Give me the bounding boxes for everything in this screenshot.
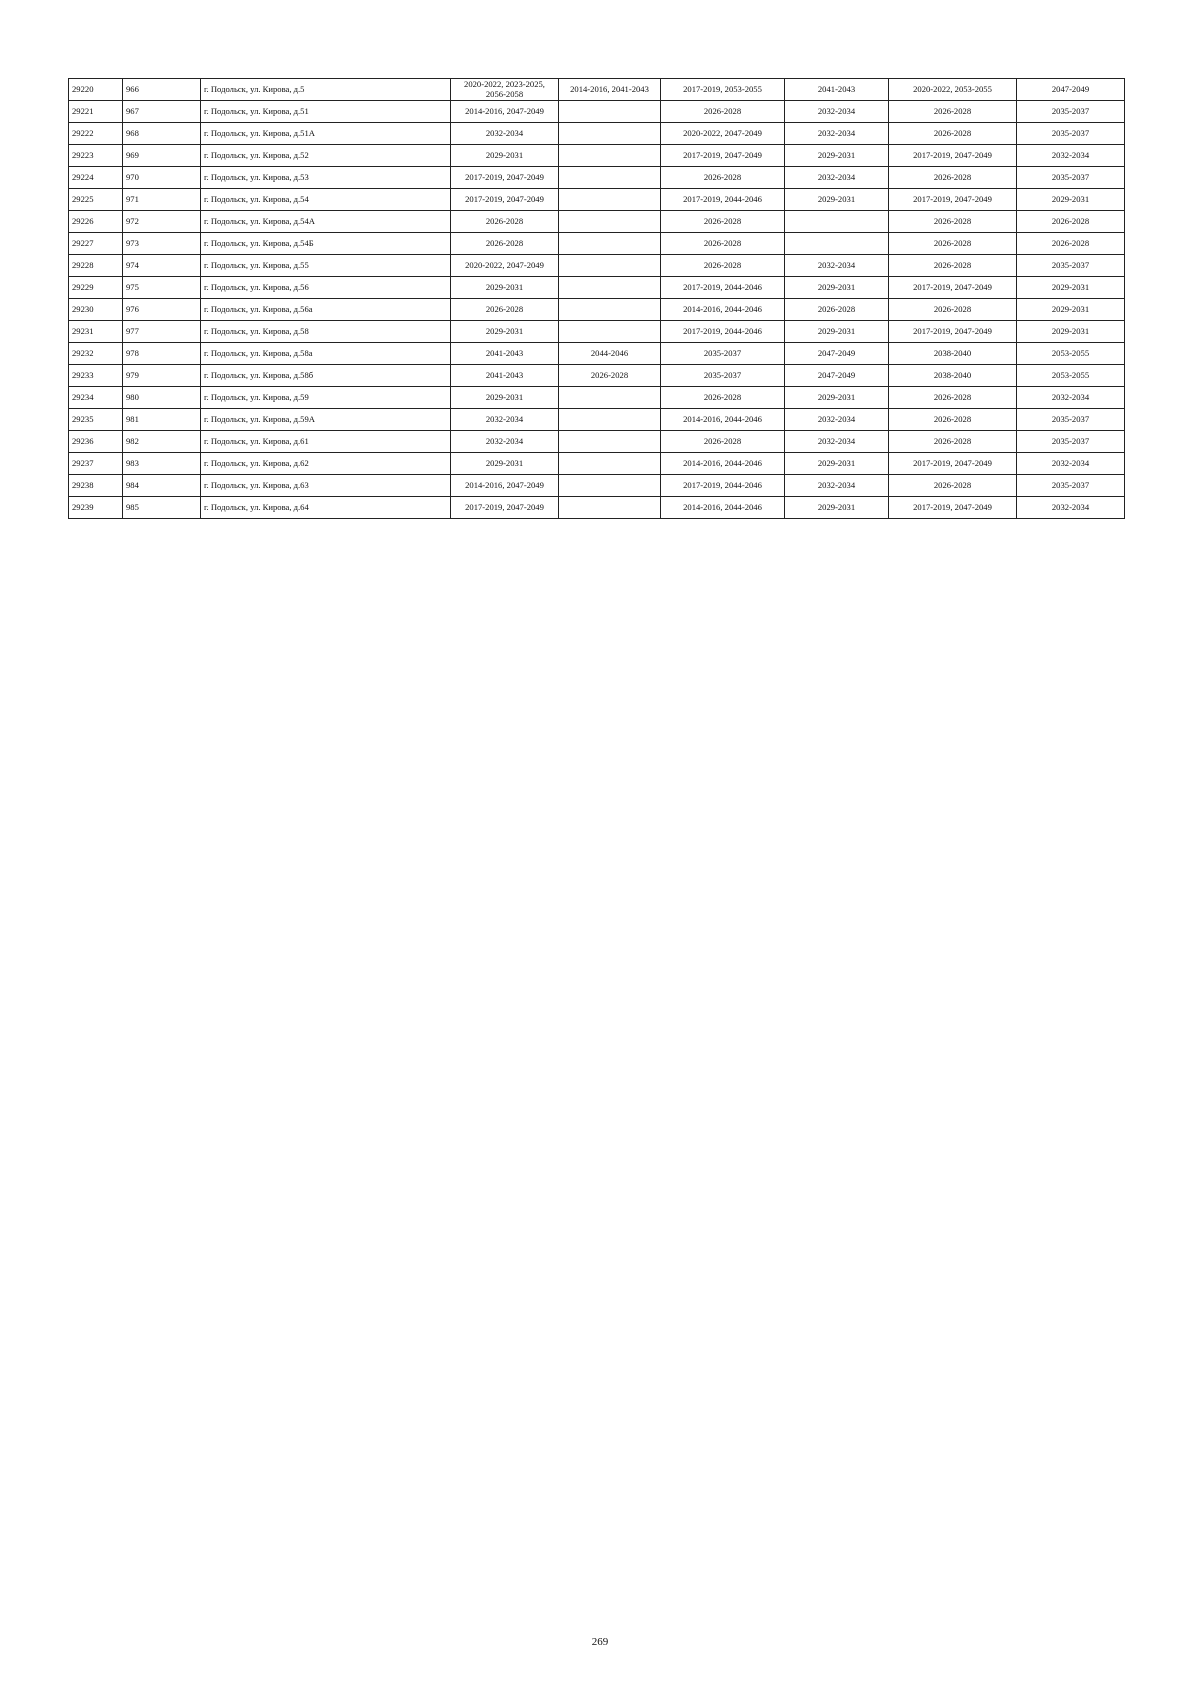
period-2-cell xyxy=(559,431,661,453)
address-cell: г. Подольск, ул. Кирова, д.59 xyxy=(201,387,451,409)
period-6-cell: 2029-2031 xyxy=(1017,277,1125,299)
period-2-cell xyxy=(559,255,661,277)
row-number-cell: 29237 xyxy=(69,453,123,475)
period-3-cell: 2026-2028 xyxy=(661,387,785,409)
address-cell: г. Подольск, ул. Кирова, д.54А xyxy=(201,211,451,233)
period-5-cell: 2017-2019, 2047-2049 xyxy=(889,453,1017,475)
table-row xyxy=(69,167,1125,189)
period-2-cell xyxy=(559,233,661,255)
table-row xyxy=(69,79,1125,101)
building-number-cell: 979 xyxy=(123,365,201,387)
period-2-cell: 2044-2046 xyxy=(559,343,661,365)
period-6-cell: 2029-2031 xyxy=(1017,299,1125,321)
period-6-cell: 2035-2037 xyxy=(1017,123,1125,145)
address-cell: г. Подольск, ул. Кирова, д.54 xyxy=(201,189,451,211)
schedule-table xyxy=(68,78,1125,519)
period-6-cell: 2032-2034 xyxy=(1017,145,1125,167)
building-number-cell: 968 xyxy=(123,123,201,145)
period-2-cell xyxy=(559,211,661,233)
building-number-cell: 978 xyxy=(123,343,201,365)
period-5-cell: 2026-2028 xyxy=(889,123,1017,145)
building-number-cell: 967 xyxy=(123,101,201,123)
period-6-cell: 2035-2037 xyxy=(1017,255,1125,277)
period-3-cell: 2026-2028 xyxy=(661,167,785,189)
period-5-cell: 2026-2028 xyxy=(889,211,1017,233)
period-6-cell: 2035-2037 xyxy=(1017,409,1125,431)
period-6-cell: 2029-2031 xyxy=(1017,189,1125,211)
table-row xyxy=(69,365,1125,387)
address-cell: г. Подольск, ул. Кирова, д.54Б xyxy=(201,233,451,255)
address-cell: г. Подольск, ул. Кирова, д.63 xyxy=(201,475,451,497)
building-number-cell: 981 xyxy=(123,409,201,431)
address-cell: г. Подольск, ул. Кирова, д.56 xyxy=(201,277,451,299)
table-row xyxy=(69,387,1125,409)
period-1-cell: 2017-2019, 2047-2049 xyxy=(451,167,559,189)
building-number-cell: 985 xyxy=(123,497,201,519)
period-4-cell: 2029-2031 xyxy=(785,321,889,343)
period-4-cell xyxy=(785,211,889,233)
period-4-cell: 2032-2034 xyxy=(785,167,889,189)
address-cell: г. Подольск, ул. Кирова, д.56а xyxy=(201,299,451,321)
period-1-cell: 2029-2031 xyxy=(451,387,559,409)
period-6-cell: 2032-2034 xyxy=(1017,387,1125,409)
period-6-cell: 2032-2034 xyxy=(1017,453,1125,475)
row-number-cell: 29239 xyxy=(69,497,123,519)
period-4-cell: 2047-2049 xyxy=(785,343,889,365)
period-5-cell: 2026-2028 xyxy=(889,233,1017,255)
period-3-cell: 2017-2019, 2044-2046 xyxy=(661,189,785,211)
period-1-cell: 2014-2016, 2047-2049 xyxy=(451,475,559,497)
building-number-cell: 974 xyxy=(123,255,201,277)
period-3-cell: 2017-2019, 2053-2055 xyxy=(661,79,785,101)
schedule-table-container xyxy=(68,78,1124,519)
page-number: 269 xyxy=(591,1636,609,1648)
table-row xyxy=(69,453,1125,475)
address-cell: г. Подольск, ул. Кирова, д.51А xyxy=(201,123,451,145)
period-6-cell: 2035-2037 xyxy=(1017,167,1125,189)
table-row xyxy=(69,409,1125,431)
period-1-cell: 2026-2028 xyxy=(451,233,559,255)
period-1-cell: 2020-2022, 2047-2049 xyxy=(451,255,559,277)
period-1-cell: 2029-2031 xyxy=(451,277,559,299)
period-2-cell xyxy=(559,387,661,409)
building-number-cell: 972 xyxy=(123,211,201,233)
period-1-cell: 2029-2031 xyxy=(451,453,559,475)
period-4-cell: 2029-2031 xyxy=(785,145,889,167)
row-number-cell: 29227 xyxy=(69,233,123,255)
period-5-cell: 2026-2028 xyxy=(889,299,1017,321)
period-4-cell: 2032-2034 xyxy=(785,255,889,277)
table-row xyxy=(69,255,1125,277)
period-4-cell: 2029-2031 xyxy=(785,497,889,519)
period-3-cell: 2026-2028 xyxy=(661,211,785,233)
address-cell: г. Подольск, ул. Кирова, д.61 xyxy=(201,431,451,453)
table-row xyxy=(69,233,1125,255)
row-number-cell: 29225 xyxy=(69,189,123,211)
row-number-cell: 29220 xyxy=(69,79,123,101)
period-2-cell xyxy=(559,475,661,497)
row-number-cell: 29221 xyxy=(69,101,123,123)
table-row xyxy=(69,277,1125,299)
period-3-cell: 2026-2028 xyxy=(661,255,785,277)
period-4-cell: 2029-2031 xyxy=(785,453,889,475)
building-number-cell: 969 xyxy=(123,145,201,167)
table-row xyxy=(69,123,1125,145)
period-3-cell: 2014-2016, 2044-2046 xyxy=(661,453,785,475)
period-4-cell: 2032-2034 xyxy=(785,409,889,431)
address-cell: г. Подольск, ул. Кирова, д.53 xyxy=(201,167,451,189)
period-3-cell: 2026-2028 xyxy=(661,101,785,123)
period-5-cell: 2038-2040 xyxy=(889,343,1017,365)
period-5-cell: 2026-2028 xyxy=(889,101,1017,123)
period-3-cell: 2035-2037 xyxy=(661,365,785,387)
address-cell: г. Подольск, ул. Кирова, д.58а xyxy=(201,343,451,365)
address-cell: г. Подольск, ул. Кирова, д.58 xyxy=(201,321,451,343)
building-number-cell: 983 xyxy=(123,453,201,475)
building-number-cell: 976 xyxy=(123,299,201,321)
table-row xyxy=(69,321,1125,343)
table-row xyxy=(69,145,1125,167)
period-2-cell xyxy=(559,123,661,145)
period-6-cell: 2032-2034 xyxy=(1017,497,1125,519)
period-2-cell xyxy=(559,277,661,299)
row-number-cell: 29235 xyxy=(69,409,123,431)
period-5-cell: 2017-2019, 2047-2049 xyxy=(889,145,1017,167)
building-number-cell: 984 xyxy=(123,475,201,497)
period-4-cell: 2029-2031 xyxy=(785,277,889,299)
period-3-cell: 2014-2016, 2044-2046 xyxy=(661,497,785,519)
period-5-cell: 2038-2040 xyxy=(889,365,1017,387)
building-number-cell: 971 xyxy=(123,189,201,211)
period-3-cell: 2026-2028 xyxy=(661,431,785,453)
period-1-cell: 2032-2034 xyxy=(451,409,559,431)
row-number-cell: 29228 xyxy=(69,255,123,277)
period-6-cell: 2047-2049 xyxy=(1017,79,1125,101)
period-5-cell: 2026-2028 xyxy=(889,431,1017,453)
period-1-cell: 2041-2043 xyxy=(451,343,559,365)
period-2-cell xyxy=(559,189,661,211)
period-4-cell: 2029-2031 xyxy=(785,189,889,211)
period-5-cell: 2026-2028 xyxy=(889,167,1017,189)
period-5-cell: 2026-2028 xyxy=(889,475,1017,497)
address-cell: г. Подольск, ул. Кирова, д.5 xyxy=(201,79,451,101)
period-4-cell: 2041-2043 xyxy=(785,79,889,101)
building-number-cell: 980 xyxy=(123,387,201,409)
address-cell: г. Подольск, ул. Кирова, д.55 xyxy=(201,255,451,277)
period-4-cell: 2026-2028 xyxy=(785,299,889,321)
period-3-cell: 2014-2016, 2044-2046 xyxy=(661,409,785,431)
period-2-cell xyxy=(559,299,661,321)
period-1-cell: 2026-2028 xyxy=(451,211,559,233)
period-4-cell xyxy=(785,233,889,255)
period-6-cell: 2029-2031 xyxy=(1017,321,1125,343)
table-row xyxy=(69,299,1125,321)
period-2-cell xyxy=(559,321,661,343)
period-1-cell: 2017-2019, 2047-2049 xyxy=(451,497,559,519)
period-3-cell: 2017-2019, 2047-2049 xyxy=(661,145,785,167)
table-row xyxy=(69,431,1125,453)
address-cell: г. Подольск, ул. Кирова, д.58б xyxy=(201,365,451,387)
building-number-cell: 966 xyxy=(123,79,201,101)
period-2-cell: 2026-2028 xyxy=(559,365,661,387)
period-1-cell: 2032-2034 xyxy=(451,123,559,145)
address-cell: г. Подольск, ул. Кирова, д.52 xyxy=(201,145,451,167)
period-5-cell: 2026-2028 xyxy=(889,409,1017,431)
row-number-cell: 29224 xyxy=(69,167,123,189)
period-3-cell: 2017-2019, 2044-2046 xyxy=(661,475,785,497)
period-1-cell: 2032-2034 xyxy=(451,431,559,453)
period-5-cell: 2026-2028 xyxy=(889,255,1017,277)
period-2-cell xyxy=(559,101,661,123)
row-number-cell: 29226 xyxy=(69,211,123,233)
address-cell: г. Подольск, ул. Кирова, д.62 xyxy=(201,453,451,475)
period-2-cell xyxy=(559,167,661,189)
period-3-cell: 2017-2019, 2044-2046 xyxy=(661,277,785,299)
period-1-cell: 2029-2031 xyxy=(451,321,559,343)
period-3-cell: 2035-2037 xyxy=(661,343,785,365)
period-2-cell xyxy=(559,453,661,475)
table-row xyxy=(69,475,1125,497)
schedule-table-body xyxy=(69,79,1125,519)
row-number-cell: 29223 xyxy=(69,145,123,167)
period-4-cell: 2032-2034 xyxy=(785,123,889,145)
period-2-cell: 2014-2016, 2041-2043 xyxy=(559,79,661,101)
building-number-cell: 973 xyxy=(123,233,201,255)
period-5-cell: 2026-2028 xyxy=(889,387,1017,409)
period-4-cell: 2047-2049 xyxy=(785,365,889,387)
period-4-cell: 2032-2034 xyxy=(785,101,889,123)
building-number-cell: 982 xyxy=(123,431,201,453)
period-6-cell: 2026-2028 xyxy=(1017,211,1125,233)
row-number-cell: 29233 xyxy=(69,365,123,387)
period-6-cell: 2035-2037 xyxy=(1017,475,1125,497)
period-1-cell: 2017-2019, 2047-2049 xyxy=(451,189,559,211)
row-number-cell: 29234 xyxy=(69,387,123,409)
row-number-cell: 29236 xyxy=(69,431,123,453)
period-4-cell: 2032-2034 xyxy=(785,431,889,453)
period-6-cell: 2053-2055 xyxy=(1017,365,1125,387)
building-number-cell: 970 xyxy=(123,167,201,189)
period-5-cell: 2017-2019, 2047-2049 xyxy=(889,497,1017,519)
address-cell: г. Подольск, ул. Кирова, д.59А xyxy=(201,409,451,431)
row-number-cell: 29231 xyxy=(69,321,123,343)
address-cell: г. Подольск, ул. Кирова, д.64 xyxy=(201,497,451,519)
period-1-cell: 2041-2043 xyxy=(451,365,559,387)
period-2-cell xyxy=(559,145,661,167)
period-5-cell: 2017-2019, 2047-2049 xyxy=(889,189,1017,211)
period-4-cell: 2029-2031 xyxy=(785,387,889,409)
period-3-cell: 2014-2016, 2044-2046 xyxy=(661,299,785,321)
period-5-cell: 2017-2019, 2047-2049 xyxy=(889,277,1017,299)
period-5-cell: 2020-2022, 2053-2055 xyxy=(889,79,1017,101)
row-number-cell: 29222 xyxy=(69,123,123,145)
period-6-cell: 2026-2028 xyxy=(1017,233,1125,255)
row-number-cell: 29230 xyxy=(69,299,123,321)
period-1-cell: 2029-2031 xyxy=(451,145,559,167)
period-1-cell: 2026-2028 xyxy=(451,299,559,321)
row-number-cell: 29229 xyxy=(69,277,123,299)
period-6-cell: 2053-2055 xyxy=(1017,343,1125,365)
period-3-cell: 2026-2028 xyxy=(661,233,785,255)
period-5-cell: 2017-2019, 2047-2049 xyxy=(889,321,1017,343)
period-2-cell xyxy=(559,497,661,519)
table-row xyxy=(69,211,1125,233)
period-3-cell: 2017-2019, 2044-2046 xyxy=(661,321,785,343)
period-3-cell: 2020-2022, 2047-2049 xyxy=(661,123,785,145)
row-number-cell: 29232 xyxy=(69,343,123,365)
period-1-cell: 2014-2016, 2047-2049 xyxy=(451,101,559,123)
building-number-cell: 975 xyxy=(123,277,201,299)
period-1-cell: 2020-2022, 2023-2025, 2056-2058 xyxy=(451,79,559,101)
period-2-cell xyxy=(559,409,661,431)
table-row xyxy=(69,189,1125,211)
period-6-cell: 2035-2037 xyxy=(1017,431,1125,453)
period-6-cell: 2035-2037 xyxy=(1017,101,1125,123)
row-number-cell: 29238 xyxy=(69,475,123,497)
table-row xyxy=(69,497,1125,519)
building-number-cell: 977 xyxy=(123,321,201,343)
period-4-cell: 2032-2034 xyxy=(785,475,889,497)
address-cell: г. Подольск, ул. Кирова, д.51 xyxy=(201,101,451,123)
table-row xyxy=(69,343,1125,365)
table-row xyxy=(69,101,1125,123)
